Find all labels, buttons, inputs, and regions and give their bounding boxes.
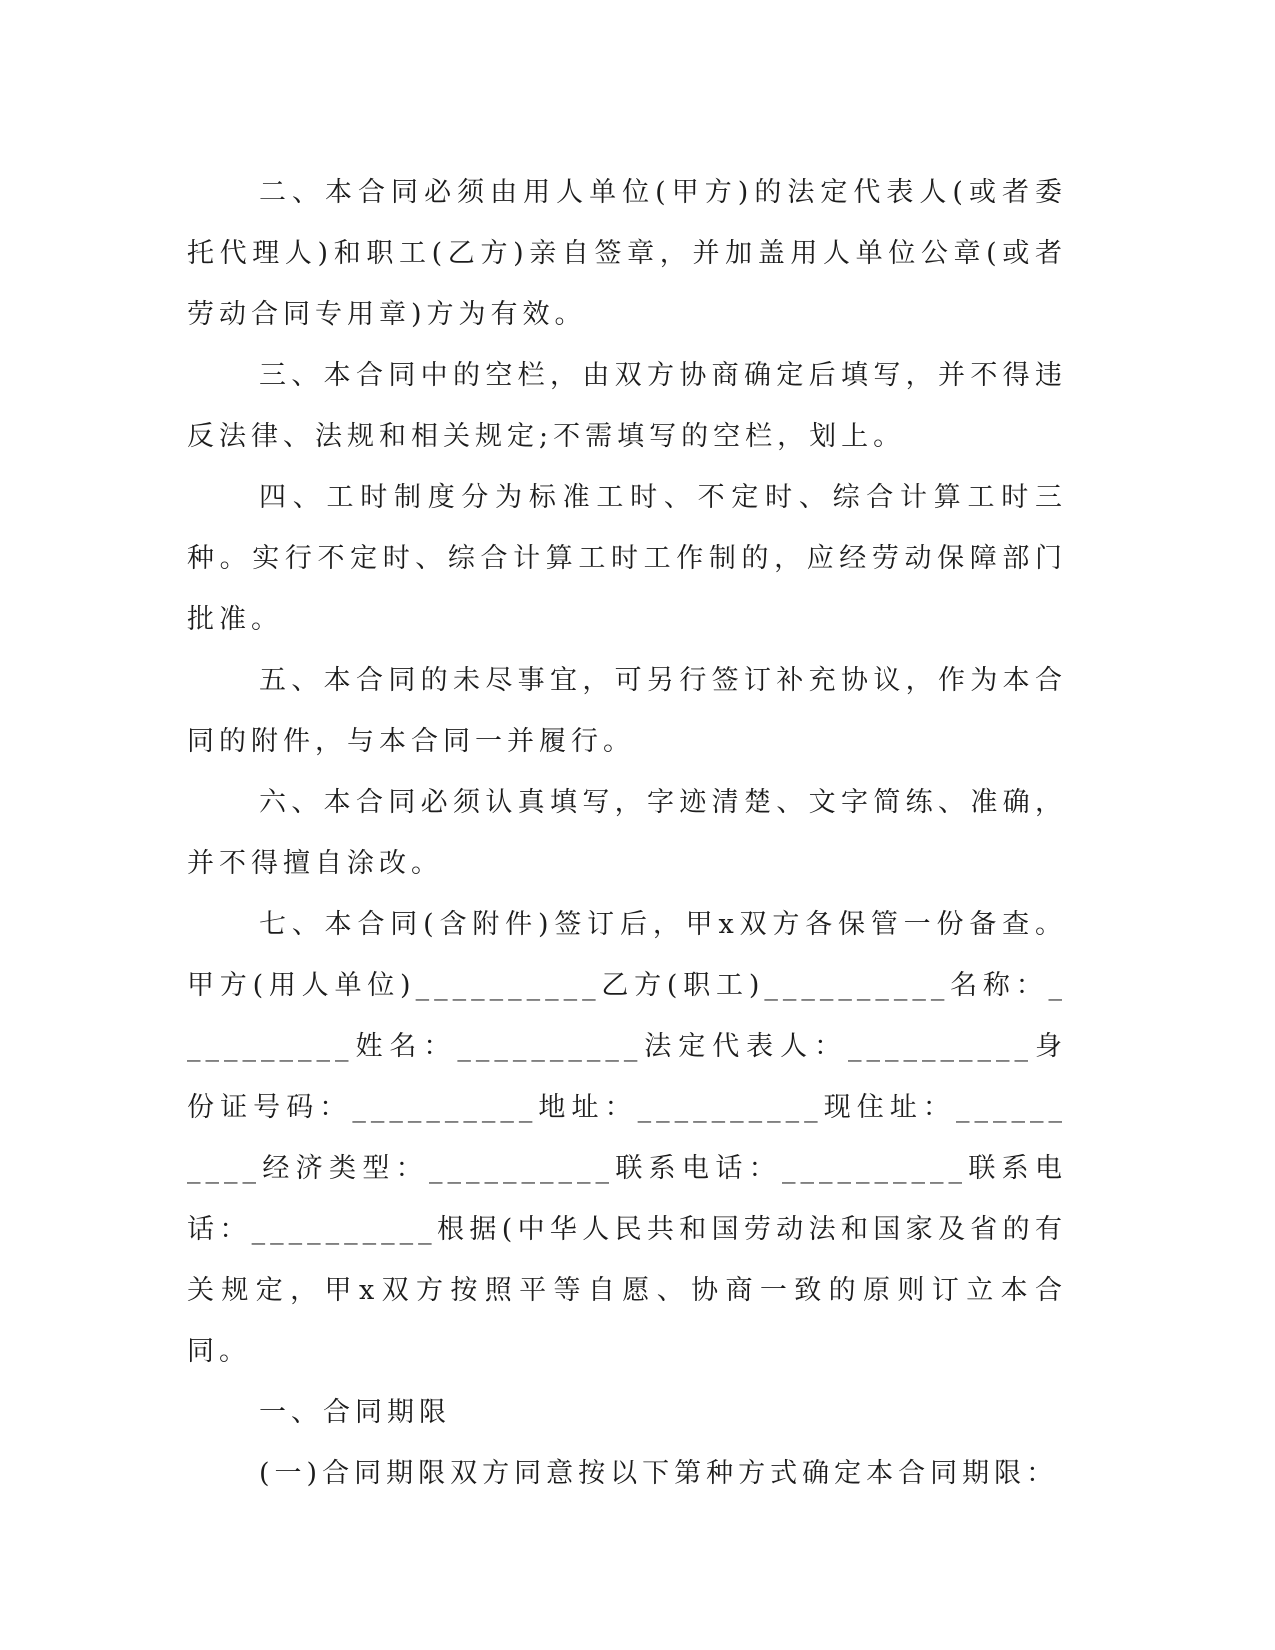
paragraph-7-parties: 七、本合同(含附件)签订后，甲x双方各保管一份备查。甲方(用人单位)__________乙方(职工)__________名称：__________姓名：__________法定代表人：__________身份证号码：__________地址：__________现住址：__________经济类型：__________联系电话：__________联系电话：__________根据(中华人民共和国劳动法和国家及省的有关规定，甲x双方按照平等自愿、协商一致的原则订立本合同。 bbox=[187, 909, 1067, 1367]
section-heading-contract-term: 一、合同期限 bbox=[259, 1397, 451, 1428]
paragraph-2-signing: 二、本合同必须由用人单位(甲方)的法定代表人(或者委托代理人)和职工(乙方)亲自签章，并加盖用人单位公章(或者劳动合同专用章)方为有效。 bbox=[187, 177, 1067, 330]
paragraph-6-filling: 六、本合同必须认真填写，字迹清楚、文字简练、准确，并不得擅自涂改。 bbox=[187, 787, 1067, 879]
subsection-contract-term-method: (一)合同期限双方同意按以下第种方式确定本合同期限： bbox=[259, 1458, 1059, 1489]
paragraph-3-blank-fields: 三、本合同中的空栏，由双方协商确定后填写，并不得违反法律、法规和相关规定;不需填写的空栏，划上。 bbox=[187, 360, 1067, 452]
document-body bbox=[187, 162, 1067, 1504]
paragraph-4-working-hours: 四、工时制度分为标准工时、不定时、综合计算工时三种。实行不定时、综合计算工时工作制的，应经劳动保障部门批准。 bbox=[187, 482, 1067, 635]
paragraph-5-supplement: 五、本合同的未尽事宜，可另行签订补充协议，作为本合同的附件，与本合同一并履行。 bbox=[187, 665, 1067, 757]
